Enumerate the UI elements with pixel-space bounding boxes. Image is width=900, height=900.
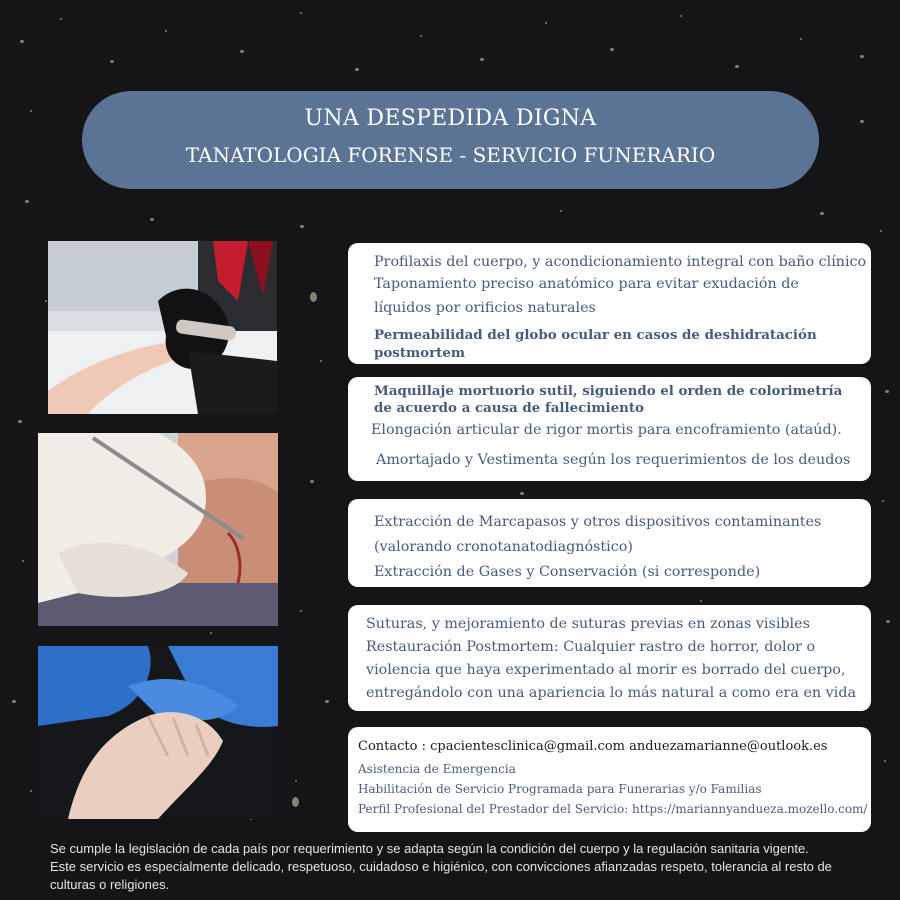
card-line: violencia que haya experimentado al morir es borrado del cuerpo, xyxy=(366,662,846,678)
footer-line: culturas o religiones. xyxy=(50,877,170,892)
card-line: Profilaxis del cuerpo, y acondicionamiento integral con baño clínico xyxy=(374,254,867,270)
card-line: Suturas, y mejoramiento de suturas previas en zonas visibles xyxy=(366,616,810,632)
service-card-profilaxis xyxy=(348,243,871,364)
service-card-extraccion xyxy=(348,499,871,587)
contact-emails[interactable]: Contacto : cpacientesclinica@gmail.com anduezamarianne@outlook.es xyxy=(358,739,828,754)
card-line: Restauración Postmortem: Cualquier rastro de horror, dolor o xyxy=(366,639,816,655)
service-card-maquillaje xyxy=(348,377,871,481)
contact-profile-link[interactable]: Perfil Profesional del Prestador del Servicio: https://mariannyandueza.mozello.com/ xyxy=(358,802,868,816)
photo-suturing xyxy=(38,433,278,626)
card-line: Maquillaje mortuorio sutil, siguiendo el orden de colorimetría xyxy=(374,383,843,399)
contact-emergency: Asistencia de Emergencia xyxy=(358,762,516,776)
card-line: Elongación articular de rigor mortis para encoframiento (ataúd). xyxy=(371,422,842,438)
contact-card xyxy=(348,727,871,832)
card-line: de acuerdo a causa de fallecimiento xyxy=(374,400,644,416)
card-line: Extracción de Marcapasos y otros dispositivos contaminantes xyxy=(374,514,822,530)
service-card-suturas xyxy=(348,605,871,711)
photo-nail-care xyxy=(48,241,277,414)
header-banner xyxy=(82,91,819,189)
card-line: Permeabilidad del globo ocular en casos de deshidratación xyxy=(374,327,817,343)
card-line: líquidos por orificios naturales xyxy=(374,300,596,316)
footer-note xyxy=(50,840,880,894)
footer-line: Se cumple la legislación de cada país por requerimiento y se adapta según la condición del cuerpo y la regulación sanitaria vigente. xyxy=(50,841,809,856)
contact-scheduled-service: Habilitación de Servicio Programada para Funerarias y/o Familias xyxy=(358,782,762,796)
card-line: entregándolo con una apariencia lo más natural a como era en vida xyxy=(366,685,856,701)
card-line: postmortem xyxy=(374,345,466,361)
banner-subtitle: TANATOLOGIA FORENSE - SERVICIO FUNERARIO xyxy=(185,143,716,167)
card-line: Extracción de Gases y Conservación (si corresponde) xyxy=(374,564,761,580)
card-line: Amortajado y Vestimenta según los requerimientos de los deudos xyxy=(376,452,851,468)
photo-hand-care xyxy=(38,646,278,819)
card-line: Taponamiento preciso anatómico para evitar exudación de xyxy=(374,276,799,292)
banner-title: UNA DESPEDIDA DIGNA xyxy=(304,106,597,131)
footer-line: Este servicio es especialmente delicado, respetuoso, cuidadoso e higiénico, con convicciones afianzadas respeto, tolerancia al resto de xyxy=(50,859,832,874)
card-line: (valorando cronotanatodiagnóstico) xyxy=(374,539,633,555)
